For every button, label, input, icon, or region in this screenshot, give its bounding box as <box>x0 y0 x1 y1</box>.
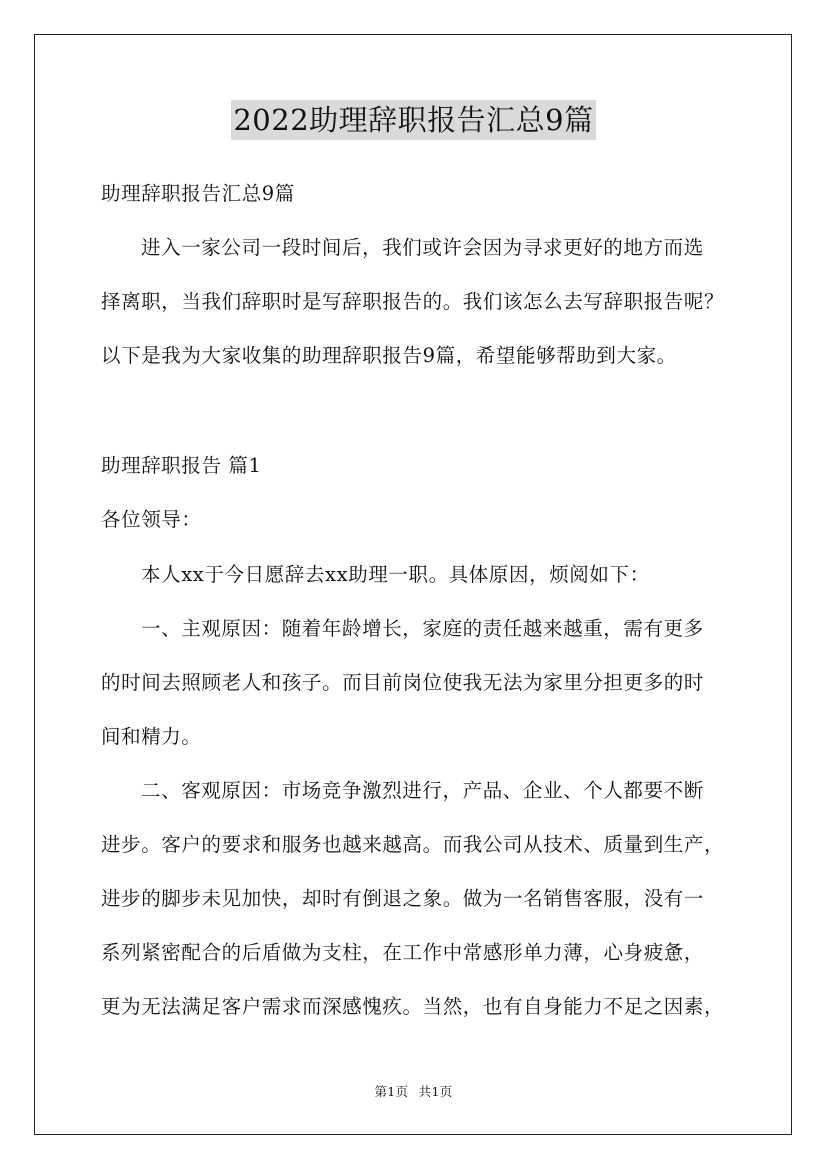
title-wrapper <box>0 100 827 140</box>
body-paragraph-line: 更为无法满足客户需求而深感愧疚。当然，也有自身能力不足之因素， <box>101 995 725 1018</box>
body-paragraph-line: 二、客观原因：市场竞争激烈进行，产品、企业、个人都要不断 <box>141 779 704 802</box>
intro-paragraph-line: 进入一家公司一段时间后，我们或许会因为寻求更好的地方而选 <box>141 236 704 259</box>
body-paragraph-line: 的时间去照顾老人和孩子。而目前岗位使我无法为家里分担更多的时 <box>101 671 705 694</box>
document-subtitle: 助理辞职报告汇总9篇 <box>101 182 295 205</box>
body-paragraph-line: 一、主观原因：随着年龄增长，家庭的责任越来越重，需有更多 <box>141 617 704 640</box>
page-number: 第1页 <box>374 1084 409 1099</box>
section-heading: 助理辞职报告 篇1 <box>101 454 262 477</box>
intro-paragraph-line: 择离职，当我们辞职时是写辞职报告的。我们该怎么去写辞职报告呢？ <box>101 290 725 313</box>
body-paragraph-line: 间和精力。 <box>101 725 202 748</box>
document-title: 2022助理辞职报告汇总9篇 <box>231 100 595 140</box>
intro-paragraph-line: 以下是我为大家收集的助理辞职报告9篇，希望能够帮助到大家。 <box>101 344 677 367</box>
body-paragraph-line: 系列紧密配合的后盾做为支柱，在工作中常感形单力薄，心身疲惫， <box>101 941 705 964</box>
salutation: 各位领导： <box>101 508 202 531</box>
body-paragraph-line: 进步。客户的要求和服务也越来越高。而我公司从技术、质量到生产， <box>101 833 725 856</box>
body-paragraph-line: 进步的脚步未见加快，却时有倒退之象。做为一名销售客服，没有一 <box>101 887 705 910</box>
page-footer <box>0 1084 827 1100</box>
body-paragraph-line: 本人xx于今日愿辞去xx助理一职。具体原因，烦阅如下： <box>141 563 650 586</box>
page-total: 共1页 <box>418 1084 453 1099</box>
